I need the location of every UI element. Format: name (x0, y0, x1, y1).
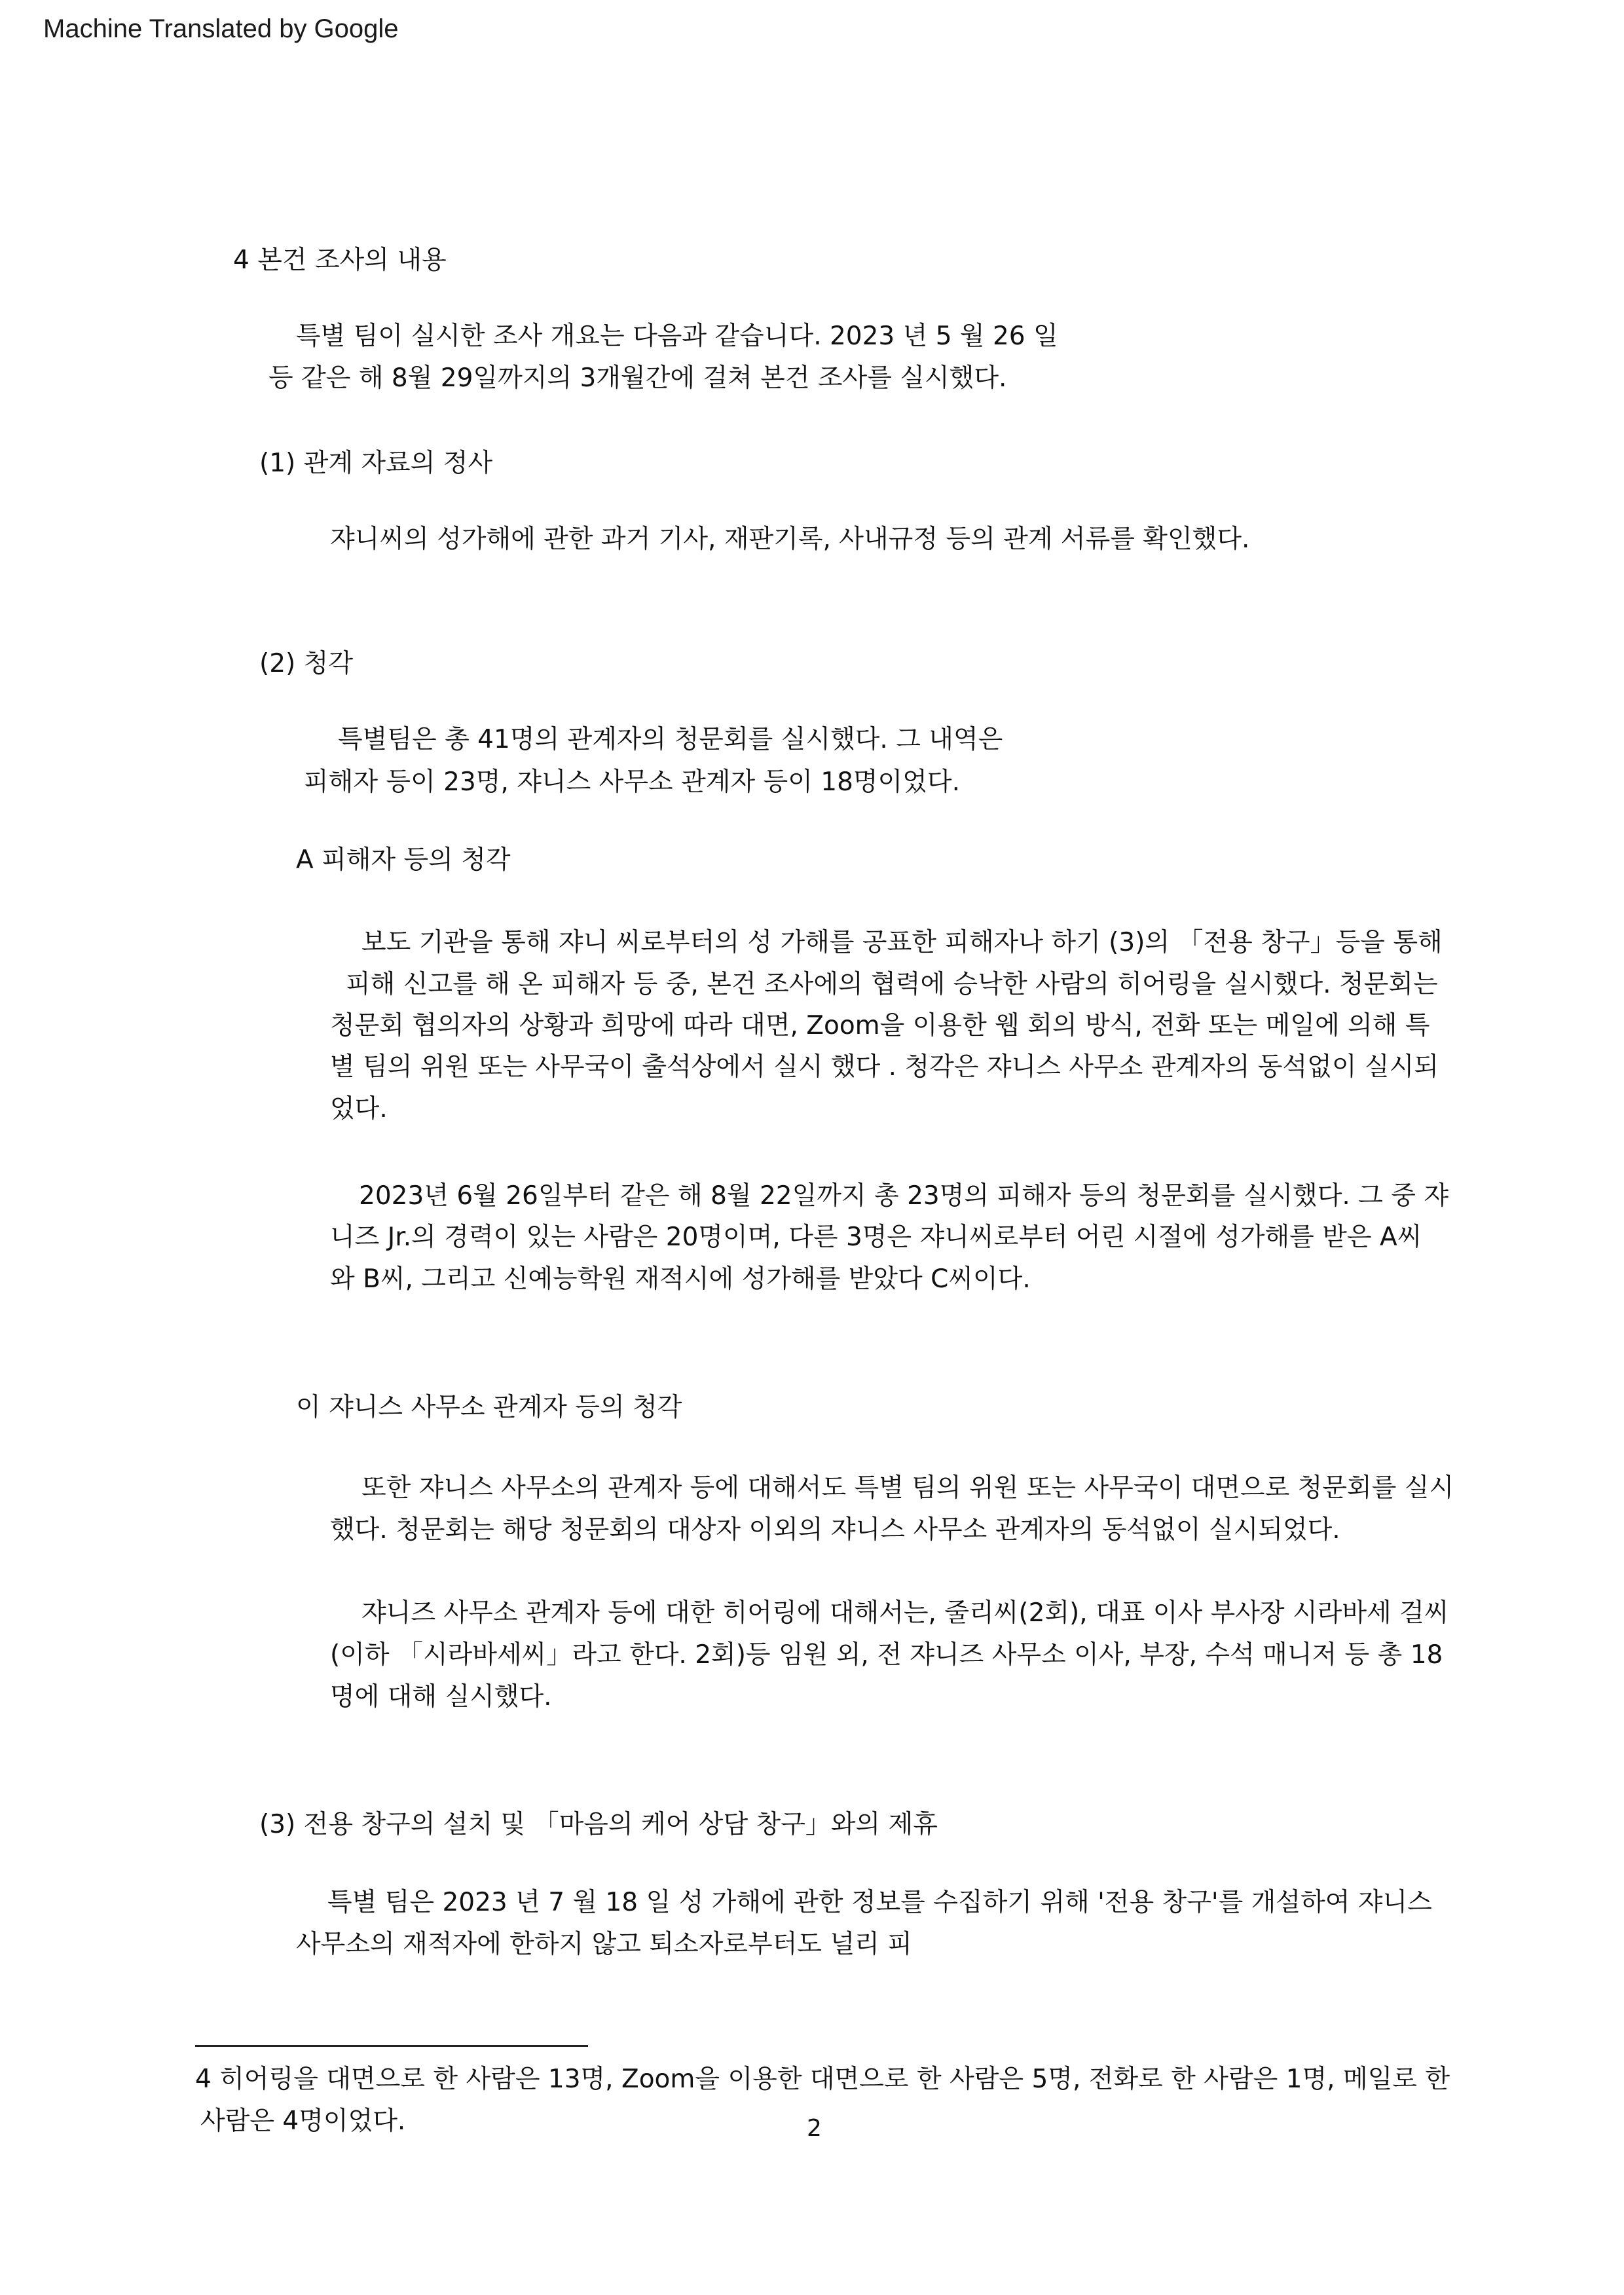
part-b-paragraph-line: 쟈니즈 사무소 관계자 등에 대한 히어링에 대해서는, 줄리씨(2회), 대표 이사 부사장 시라바세 걸씨 (361, 1598, 1449, 1628)
subsection-heading-2: (2) 청각 (259, 649, 353, 678)
part-b-paragraph-line: 했다. 청문회는 해당 청문회의 대상자 이외의 쟈니스 사무소 관계자의 동석없이 실시되었다. (330, 1515, 1340, 1545)
page-number: 2 (807, 2115, 822, 2142)
part-a-paragraph-line: 청문회 협의자의 상황과 희망에 따라 대면, Zoom을 이용한 웹 회의 방식, 전화 또는 메일에 의해 특 (330, 1011, 1430, 1040)
part-a-paragraph-line: 와 B씨, 그리고 신예능학원 재적시에 성가해를 받았다 C씨이다. (330, 1264, 1031, 1294)
subsection-body-2-line: 피해자 등이 23명, 쟈니스 사무소 관계자 등이 18명이었다. (304, 767, 960, 797)
part-a-paragraph-line: 별 팀의 위원 또는 사무국이 출석상에서 실시 했다 . 청각은 쟈니스 사무소 관계자의 동석없이 실시되 (330, 1052, 1439, 1082)
part-a-paragraph-line: 었다. (330, 1094, 388, 1124)
subsection-body-1: 쟈니씨의 성가해에 관한 과거 기사, 재판기록, 사내규정 등의 관계 서류를 확인했다. (330, 524, 1250, 554)
footnote-line: 사람은 4명이었다. (200, 2106, 406, 2136)
subsection-body-2-line: 특별팀은 총 41명의 관계자의 청문회를 실시했다. 그 내역은 (338, 725, 1003, 754)
intro-line: 등 같은 해 8월 29일까지의 3개월간에 걸쳐 본건 조사를 실시했다. (268, 363, 1007, 393)
part-b-heading: 이 쟈니스 사무소 관계자 등의 청각 (296, 1393, 682, 1422)
part-a-heading: A 피해자 등의 청각 (296, 845, 511, 875)
subsection-body-3-line: 사무소의 재적자에 한하지 않고 퇴소자로부터도 널리 피 (296, 1930, 912, 1959)
part-a-paragraph-line: 니즈 Jr.의 경력이 있는 사람은 20명이며, 다른 3명은 쟈니씨로부터 어린 시절에 성가해를 받은 A씨 (330, 1222, 1422, 1252)
part-a-paragraph-line: 피해 신고를 해 온 피해자 등 중, 본건 조사에의 협력에 승낙한 사람의 히어링을 실시했다. 청문회는 (346, 970, 1438, 999)
footnote-line: 4 히어링을 대면으로 한 사람은 13명, Zoom을 이용한 대면으로 한 사람은 5명, 전화로 한 사람은 1명, 메일로 한 (195, 2065, 1450, 2094)
intro-line: 특별 팀이 실시한 조사 개요는 다음과 같습니다. 2023 년 5 월 26 일 (296, 321, 1058, 351)
machine-translation-banner: Machine Translated by Google (43, 14, 399, 43)
part-b-paragraph-line: 명에 대해 실시했다. (330, 1682, 552, 1712)
subsection-heading-1: (1) 관계 자료의 정사 (259, 449, 493, 478)
part-b-paragraph-line: (이하 「시라바세씨」라고 한다. 2회)등 임원 외, 전 쟈니즈 사무소 이사, 부장, 수석 매니저 등 총 18 (330, 1640, 1443, 1670)
subsection-body-3-line: 특별 팀은 2023 년 7 월 18 일 성 가해에 관한 정보를 수집하기 위해 '전용 창구'를 개설하여 쟈니스 (327, 1888, 1432, 1917)
part-a-paragraph-line: 보도 기관을 통해 쟈니 씨로부터의 성 가해를 공표한 피해자나 하기 (3)의 「전용 창구」등을 통해 (361, 928, 1443, 957)
footnote-separator (195, 2045, 588, 2047)
part-b-paragraph-line: 또한 쟈니스 사무소의 관계자 등에 대해서도 특별 팀의 위원 또는 사무국이 대면으로 청문회를 실시 (361, 1473, 1454, 1503)
subsection-heading-3: (3) 전용 창구의 설치 및 「마음의 케어 상담 창구」와의 제휴 (259, 1810, 938, 1839)
section-heading: 4 본건 조사의 내용 (233, 246, 447, 275)
part-a-paragraph-line: 2023년 6월 26일부터 같은 해 8월 22일까지 총 23명의 피해자 등의 청문회를 실시했다. 그 중 쟈 (359, 1181, 1449, 1211)
